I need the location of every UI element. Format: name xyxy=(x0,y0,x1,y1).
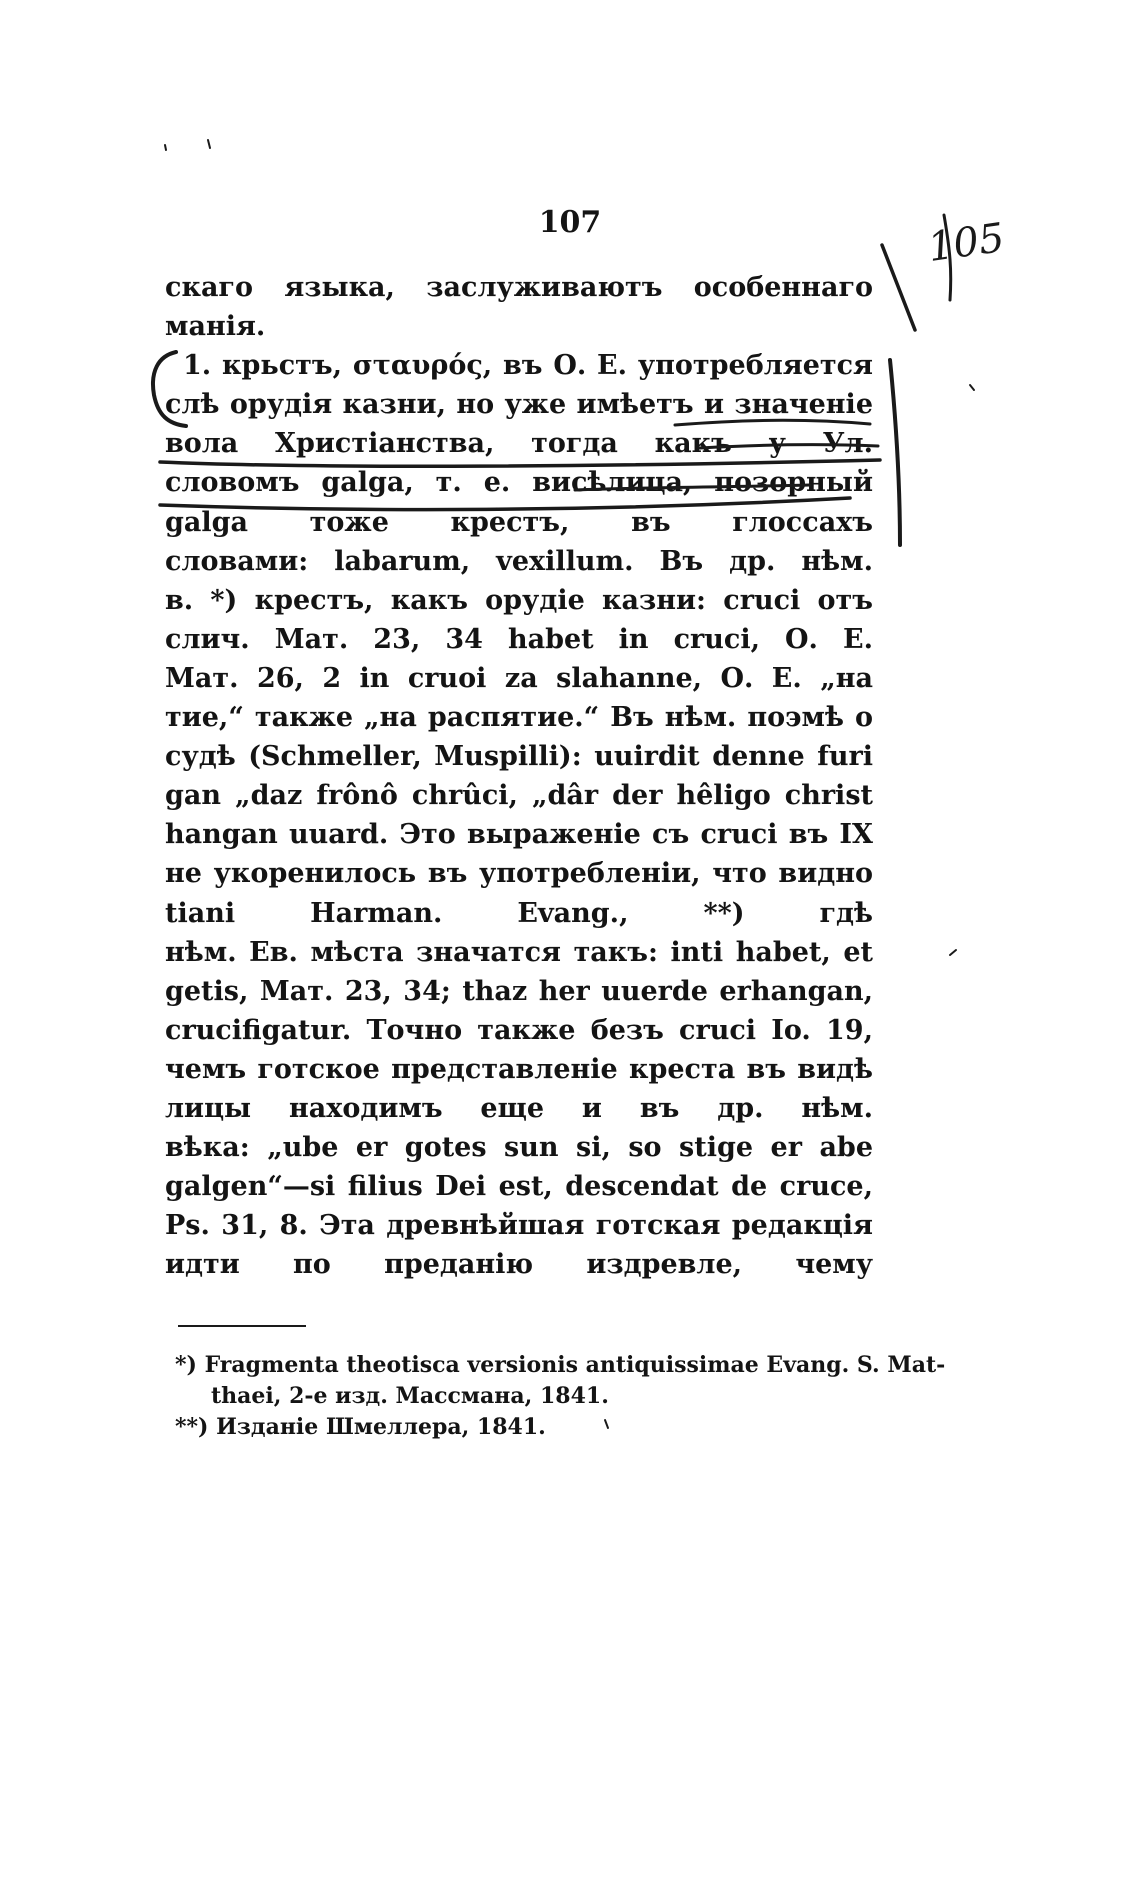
body-line: galgen“—si filius Dei est, descendat de cruce, xyxy=(165,1171,873,1203)
footnote-line: *) Fragmenta theotisca versionis antiquissimae Evang. S. Mat- xyxy=(175,1352,946,1378)
stray-mark xyxy=(165,145,166,150)
margin-vertical-line xyxy=(890,360,900,545)
body-line: чемъ готское представленіе креста въ видѣ xyxy=(165,1053,873,1085)
body-text xyxy=(165,268,873,1284)
body-line: hangan uuard. Это выраженіе съ cruci въ IX xyxy=(165,819,873,851)
body-line: нѣм. Ев. мѣста значатся такъ: inti habet, et xyxy=(165,936,873,968)
margin-slash-mark xyxy=(882,245,915,330)
marginal-page-note: 105 xyxy=(925,214,1008,272)
body-line: вола Христіанства, тогда какъ у Ул. xyxy=(165,428,873,460)
body-line: манія. xyxy=(165,311,266,343)
body-line: идти по преданію издревле, чему xyxy=(165,1249,873,1281)
body-line: скаго языка, заслуживаютъ особеннаго xyxy=(165,272,873,303)
footnote-divider xyxy=(178,1325,306,1327)
footnote-line: **) Изданіе Шмеллера, 1841. xyxy=(175,1414,546,1440)
footnotes xyxy=(175,1350,946,1443)
body-line: Ps. 31, 8. Эта древнѣйшая готская редакція xyxy=(165,1210,873,1242)
body-line: tiani Harman. Evang., **) гдѣ xyxy=(165,897,873,929)
body-line: лицы находимъ еще и въ др. нѣм. xyxy=(165,1092,873,1124)
footnote-line: thaei, 2-е изд. Массмана, 1841. xyxy=(211,1383,609,1409)
body-line: слѣ орудія казни, но уже имѣетъ и значеніе xyxy=(165,389,873,421)
body-line: 1. крьстъ, σταυρός, въ О. Е. употребляется xyxy=(183,350,873,382)
stray-mark xyxy=(970,385,974,390)
body-line: не укоренилось въ употребленіи, что видно xyxy=(165,858,873,890)
body-line: gan „daz frônô chrûci, „dâr der hêligo christ xyxy=(165,780,873,812)
body-line: судѣ (Schmeller, Muspilli): uuirdit denne furi xyxy=(165,741,873,773)
body-line: getis, Мат. 23, 34; thaz her uuerde erhangan, xyxy=(165,975,873,1007)
body-line: словомъ galga, т. е. висѣлица, позорный xyxy=(165,467,873,499)
body-line: Мат. 26, 2 in cruoi za slahanne, О. Е. „на xyxy=(165,662,873,694)
body-line: словами: labarum, vexillum. Въ др. нѣм. xyxy=(165,545,873,577)
body-line: тие,“ также „на распятие.“ Въ нѣм. поэмѣ о xyxy=(165,702,873,734)
body-line: вѣка: „ube er gotes sun si, so stige er abe xyxy=(165,1132,873,1164)
stray-mark xyxy=(950,950,956,955)
page-number: 107 xyxy=(538,205,602,240)
body-line: в. *) крестъ, какъ орудіе казни: cruci отъ xyxy=(165,584,873,616)
body-line: слич. Мат. 23, 34 habet in cruci, О. Е. xyxy=(165,623,873,655)
body-line: galga тоже крестъ, въ глоссахъ xyxy=(165,506,873,538)
stray-mark xyxy=(208,140,210,148)
body-line: crucifigatur. Точно также безъ cruci Io. 19, xyxy=(165,1014,873,1046)
